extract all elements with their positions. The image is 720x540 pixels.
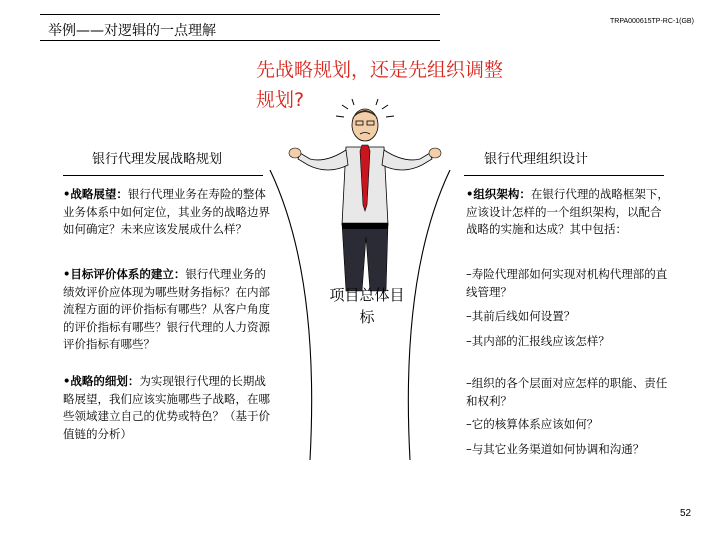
center-goal-label: 项目总体目标 [329, 286, 405, 326]
left-item-text: 为实现银行代理的长期战略展望，我们应该实施哪些子战略，在哪些领域建立自己的优势或特色？（基于价值链的分析） [63, 374, 270, 441]
left-item-strategy-breakdown [63, 373, 275, 443]
central-question: 先战略规划，还是先组织调整规划? [256, 59, 504, 111]
left-item-heading: •战略展望： [63, 187, 128, 201]
page-number: 52 [680, 508, 692, 519]
header-rule-top [40, 14, 440, 15]
right-intro [466, 186, 671, 239]
left-item-strategic-outlook [63, 186, 275, 239]
left-column-title: 银行代理发展战略规划 [92, 152, 223, 167]
left-title-underline [63, 175, 263, 176]
left-item-text: 银行代理业务在寿险的整体业务体系中如何定位，其业务的战略边界如何确定？未来应该发展成什么样？ [63, 187, 270, 236]
left-item-text: 银行代理业务的绩效评价应体现为哪些财务指标？在内部流程方面的评价指标有哪些？从客户角度的评价指标有哪些？银行代理的人力资源评价指标有哪些？ [63, 267, 270, 351]
right-item: –它的核算体系应该如何？ [466, 417, 599, 431]
right-item: –其内部的汇报线应该怎样？ [466, 334, 610, 348]
document-code: TRPA000615TP-RC-1(GB) [610, 18, 694, 25]
page-title: 举例——对逻辑的一点理解 [48, 23, 216, 39]
right-item: –组织的各个层面对应怎样的职能、责任和权利？ [466, 376, 668, 408]
right-item: –其前后线如何设置？ [466, 309, 576, 323]
right-intro-text: 在银行代理的战略框架下，应该设计怎样的一个组织架构，以配合战略的实施和达成？其中包括： [466, 187, 669, 236]
right-item: –寿险代理部如何实现对机构代理部的直线管理？ [466, 267, 668, 299]
right-item: –与其它业务渠道如何协调和沟通？ [466, 442, 645, 456]
right-column-title: 银行代理组织设计 [484, 152, 589, 167]
right-title-underline [464, 175, 664, 176]
left-item-evaluation-system [63, 266, 275, 354]
right-intro-heading: •组织架构： [466, 187, 531, 201]
header-rule-bottom [40, 40, 440, 41]
left-item-heading: •战略的细划： [63, 374, 140, 388]
left-item-heading: •目标评价体系的建立： [63, 267, 186, 281]
